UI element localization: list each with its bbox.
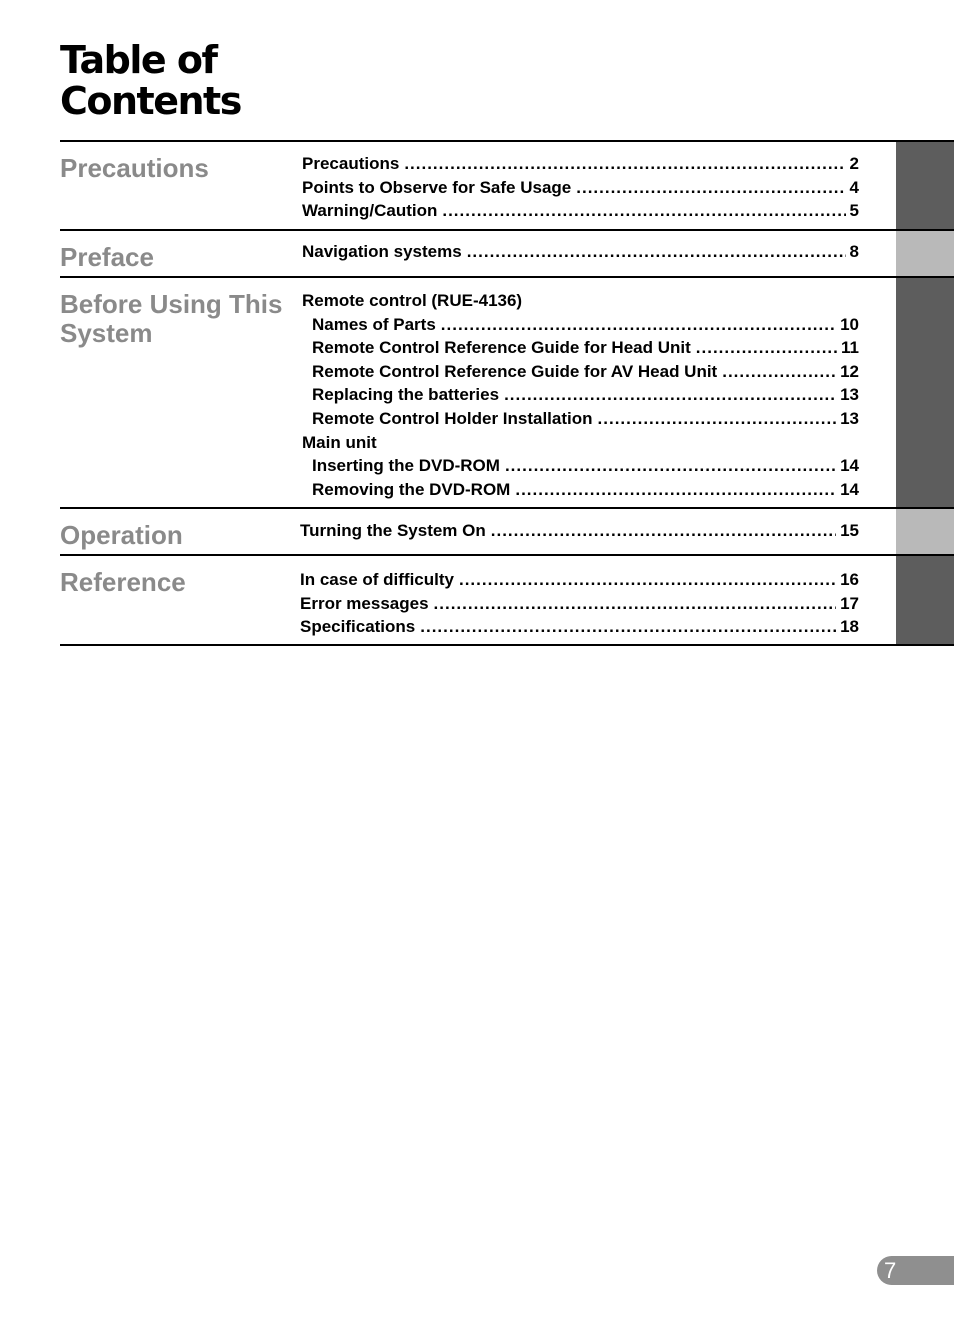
toc-entry-page: 13 [840,385,859,405]
section-heading-reference: Reference [60,567,186,597]
toc-entry[interactable] [300,592,859,616]
toc-entry[interactable] [302,199,859,223]
section-precautions [60,140,954,229]
toc-group-heading: Remote control (RUE-4136) [302,291,523,310]
toc-entry-label: Error messages [300,593,429,613]
section-operation [60,507,954,554]
section-tab-preface [896,231,954,276]
section-heading-operation: Operation [60,520,183,550]
toc-entry-page: 11 [841,338,859,358]
toc-entry-page: 16 [840,570,859,589]
toc-entry[interactable] [302,454,859,478]
toc-entry-label: Points to Observe for Safe Usage [302,177,572,197]
dot-leader [441,313,836,337]
toc-entry-label: Inserting the DVD-ROM [312,456,500,476]
section-entries-reference [300,568,859,639]
toc-entry-page: 13 [840,408,859,428]
dot-leader [505,454,836,478]
dot-leader [722,360,836,384]
toc-entry[interactable] [302,336,859,360]
toc-entry-page: 5 [849,201,859,221]
toc-entry[interactable] [302,478,859,502]
toc-entry-label: Names of Parts [312,314,436,334]
toc-entry[interactable] [302,240,859,264]
toc-entry-label: In case of difficulty [300,570,454,589]
toc-entry-label: Removing the DVD-ROM [312,479,511,499]
section-entries-operation [300,519,859,543]
section-entries-before-using [302,289,859,501]
section-tab-precautions [896,142,954,229]
toc-entry-label: Precautions [302,154,400,173]
toc-entry[interactable] [302,313,859,337]
toc-group-heading: Main unit [302,432,377,452]
section-heading-before-using [60,290,300,348]
dot-leader [576,176,845,200]
toc-entry-page: 14 [840,456,859,476]
section-heading-line-2: System [60,318,153,348]
section-heading-line-1: Before Using This [60,289,283,319]
section-entries-precautions [302,152,859,223]
dot-leader [504,383,836,407]
dot-leader [696,336,837,360]
section-heading-preface: Preface [60,242,154,272]
toc-entry-label: Turning the System On [300,521,486,540]
toc-entry[interactable] [300,519,859,543]
toc-entry[interactable] [302,360,859,384]
toc-entry-page: 12 [840,361,859,381]
toc-entry-label: Warning/Caution [302,201,438,221]
dot-leader [404,152,845,176]
toc-entry[interactable] [300,615,859,639]
dot-leader [598,407,837,431]
page-title [60,40,241,122]
toc-entry-page: 14 [840,479,859,499]
table-of-contents [60,140,954,646]
dot-leader [459,568,836,592]
toc-entry[interactable] [300,568,859,592]
toc-entry-page: 2 [849,154,859,173]
dot-leader [467,240,846,264]
toc-entry[interactable] [302,152,859,176]
dot-leader [434,592,837,616]
toc-entry[interactable] [302,407,859,431]
dot-leader [515,478,836,502]
toc-entry-label: Replacing the batteries [312,385,500,405]
page-number: 7 [877,1256,954,1285]
dot-leader [442,199,845,223]
toc-entry-page: 4 [849,177,859,197]
section-preface [60,229,954,276]
section-tab-operation [896,509,954,554]
toc-entry[interactable] [302,383,859,407]
section-tab-before-using [896,278,954,507]
toc-entry[interactable] [302,176,859,200]
toc-entry-page: 10 [840,314,859,334]
toc-entry-label: Specifications [300,617,416,637]
toc-entry-label: Navigation systems [302,242,462,261]
toc-entry-label: Remote Control Reference Guide for AV Head Unit [312,361,718,381]
toc-entry-label: Remote Control Holder Installation [312,408,593,428]
title-line-2: Contents [60,79,241,123]
section-before-using [60,276,954,507]
section-entries-preface [302,240,859,264]
toc-entry-page: 15 [840,521,859,540]
dot-leader [491,519,836,543]
toc-entry-page: 8 [849,242,859,261]
toc-entry-page: 18 [840,617,859,637]
section-heading-precautions: Precautions [60,153,209,183]
toc-entry-label: Remote Control Reference Guide for Head Unit [312,338,691,358]
dot-leader [420,615,836,639]
section-tab-reference [896,556,954,644]
section-reference [60,554,954,646]
title-line-1: Table of [60,38,217,82]
toc-entry-page: 17 [840,593,859,613]
